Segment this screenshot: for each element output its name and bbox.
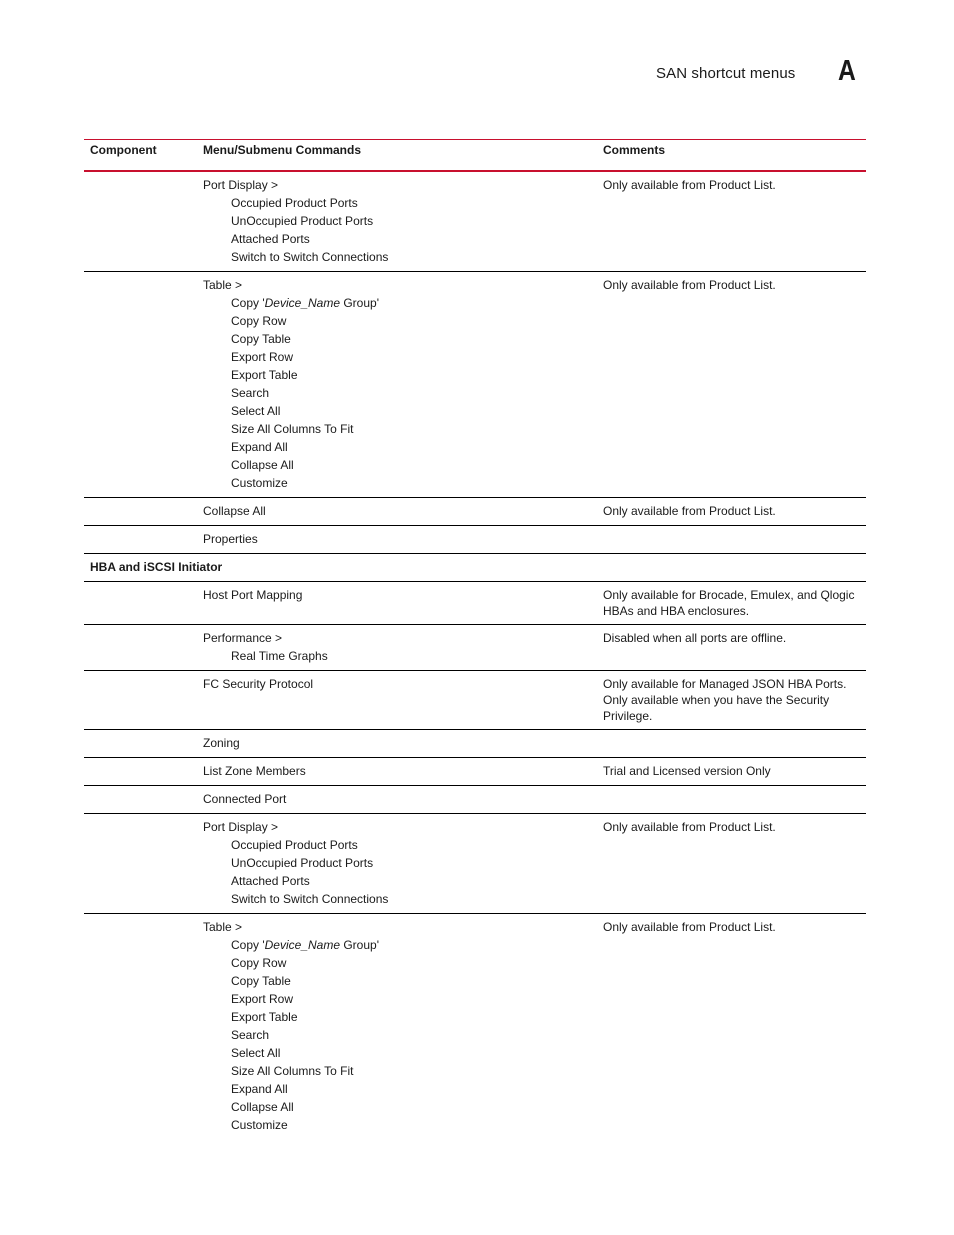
submenu-command: Occupied Product Ports [231, 196, 358, 210]
table-row [84, 554, 866, 582]
submenu-command: Switch to Switch Connections [231, 892, 389, 906]
comment-cell [597, 498, 866, 526]
menu-command: Performance > [203, 631, 283, 645]
table-row [84, 814, 866, 914]
comment-line: Only available from Product List. [603, 178, 776, 192]
submenu-command: Occupied Product Ports [231, 838, 358, 852]
comment-cell [597, 171, 866, 272]
table-row [84, 914, 866, 1140]
table-row [84, 582, 866, 625]
menu-command-cell [197, 171, 597, 272]
submenu-command: Copy Row [231, 956, 287, 970]
submenu-command: Switch to Switch Connections [231, 250, 389, 264]
table-body [84, 171, 866, 1139]
submenu-command: Search [231, 386, 270, 400]
comment-cell [597, 671, 866, 730]
menu-command-cell [197, 786, 597, 814]
column-header-comments: Comments [597, 140, 866, 172]
component-cell [84, 730, 197, 758]
component-cell [84, 498, 197, 526]
submenu-command: Copy Table [231, 974, 291, 988]
submenu-command: Expand All [231, 1082, 288, 1096]
menu-command: Zoning [203, 736, 240, 750]
submenu-command: Size All Columns To Fit [231, 1064, 354, 1078]
page-section-title: SAN shortcut menus [656, 65, 796, 82]
comment-line: Only available from Product List. [603, 820, 776, 834]
menu-command-cell [197, 730, 597, 758]
table-row [84, 786, 866, 814]
menu-command-cell [197, 526, 597, 554]
submenu-command: Copy Row [231, 314, 287, 328]
comment-cell [597, 814, 866, 914]
table-row [84, 625, 866, 671]
menu-command: Collapse All [203, 504, 266, 518]
section-heading: HBA and iSCSI Initiator [84, 554, 866, 582]
component-cell [84, 582, 197, 625]
submenu-command: Size All Columns To Fit [231, 422, 354, 436]
shortcut-menu-table [84, 139, 866, 1139]
comment-line: Only available from Product List. [603, 504, 776, 518]
component-cell [84, 814, 197, 914]
submenu-command: Select All [231, 1046, 281, 1060]
comment-line: Only available from Product List. [603, 278, 776, 292]
table-row [84, 671, 866, 730]
menu-command-cell [197, 582, 597, 625]
menu-command-cell [197, 758, 597, 786]
component-cell [84, 526, 197, 554]
menu-command-cell [197, 814, 597, 914]
submenu-command: Copy 'Device_Name Group' [231, 938, 379, 952]
component-cell [84, 758, 197, 786]
submenu-command: Export Row [231, 992, 294, 1006]
submenu-command: Attached Ports [231, 232, 310, 246]
submenu-command: Copy Table [231, 332, 291, 346]
comment-line: Disabled when all ports are offline. [603, 631, 787, 645]
comment-line: Only available for Managed JSON HBA Ports. [603, 677, 847, 691]
menu-command: List Zone Members [203, 764, 306, 778]
submenu-command: Copy 'Device_Name Group' [231, 296, 379, 310]
comment-line: Only available when you have the Security [603, 693, 830, 707]
comment-cell [597, 758, 866, 786]
comment-line: HBAs and HBA enclosures. [603, 604, 750, 618]
submenu-command: Search [231, 1028, 270, 1042]
component-cell [84, 786, 197, 814]
submenu-command: Expand All [231, 440, 288, 454]
table-header-row [84, 140, 866, 172]
comment-line: Trial and Licensed version Only [603, 764, 771, 778]
component-cell [84, 625, 197, 671]
menu-command: Table > [203, 920, 243, 934]
menu-command-cell [197, 498, 597, 526]
menu-command: FC Security Protocol [203, 677, 314, 691]
submenu-command: UnOccupied Product Ports [231, 856, 374, 870]
table-row [84, 526, 866, 554]
menu-command: Port Display > [203, 820, 279, 834]
component-cell [84, 171, 197, 272]
submenu-command: Export Table [231, 368, 298, 382]
comment-cell [597, 730, 866, 758]
menu-command: Table > [203, 278, 243, 292]
menu-command: Properties [203, 532, 258, 546]
submenu-command: Collapse All [231, 1100, 294, 1114]
submenu-command: Customize [231, 1118, 288, 1132]
menu-command-cell [197, 625, 597, 671]
submenu-command: Collapse All [231, 458, 294, 472]
menu-command-cell [197, 671, 597, 730]
comment-line: Privilege. [603, 709, 653, 723]
submenu-command: Customize [231, 476, 288, 490]
submenu-command: UnOccupied Product Ports [231, 214, 374, 228]
component-cell [84, 914, 197, 1140]
column-header-component: Component [84, 140, 197, 172]
submenu-command: Export Row [231, 350, 294, 364]
comment-cell [597, 272, 866, 498]
component-cell [84, 671, 197, 730]
comment-cell [597, 526, 866, 554]
table-row [84, 272, 866, 498]
menu-command-cell [197, 272, 597, 498]
menu-command: Connected Port [203, 792, 287, 806]
comment-cell [597, 914, 866, 1140]
table-row [84, 758, 866, 786]
comment-cell [597, 786, 866, 814]
comment-cell [597, 625, 866, 671]
component-cell [84, 272, 197, 498]
comment-cell [597, 582, 866, 625]
comment-line: Only available from Product List. [603, 920, 776, 934]
submenu-command: Select All [231, 404, 281, 418]
submenu-command: Real Time Graphs [231, 649, 328, 663]
menu-command: Port Display > [203, 178, 279, 192]
menu-command-cell [197, 914, 597, 1140]
comment-line: Only available for Brocade, Emulex, and Qlogic [603, 588, 855, 602]
table-row [84, 171, 866, 272]
submenu-command: Export Table [231, 1010, 298, 1024]
column-header-menu-commands: Menu/Submenu Commands [197, 140, 597, 172]
table-row [84, 730, 866, 758]
table-row [84, 498, 866, 526]
submenu-command: Attached Ports [231, 874, 310, 888]
menu-command: Host Port Mapping [203, 588, 303, 602]
appendix-letter: A [838, 55, 856, 87]
